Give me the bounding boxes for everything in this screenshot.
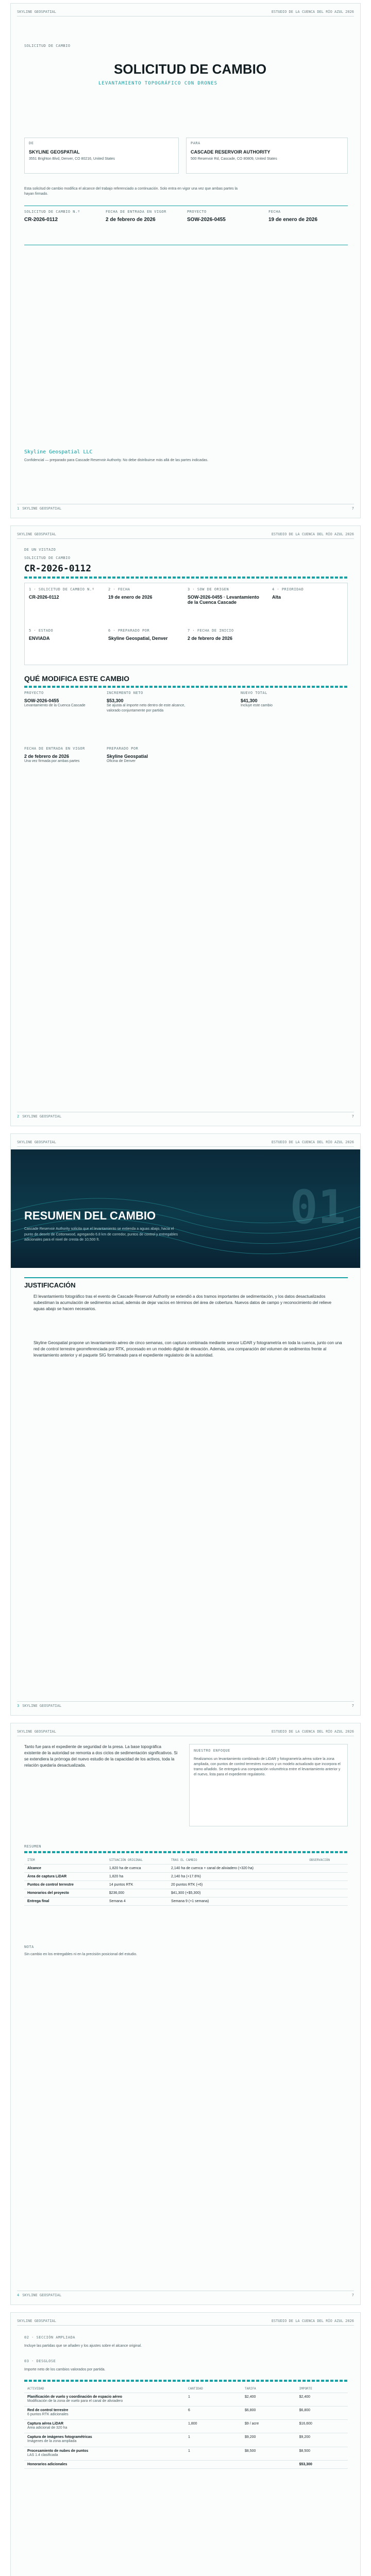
meta-cell: FECHA DE ENTRADA EN VIGOR 2 de febrero de 2026	[106, 210, 166, 223]
page-header: SKYLINE GEOSPATIAL ESTUDIO DE LA CUENCA DEL RÍO AZUL 2026	[17, 1139, 354, 1147]
fact-cell: NUEVO TOTAL $41,300 Incluye este cambio	[241, 691, 273, 707]
page-footer: 2 SKYLINE GEOSPATIAL 7	[17, 1112, 354, 1120]
table-row: Puntos de control terrestre 14 puntos RTK 20 puntos RTK (+6)	[24, 1881, 348, 1889]
table-row: Planificación de vuelo y coordinación de espacio aéreo Modificación de la zona de vuelo para el canal de aliviadero 1 $2,400 $2,400	[24, 2393, 348, 2406]
section-heading: QUÉ MODIFICA ESTE CAMBIO	[24, 674, 130, 683]
glance-cell: 5 · ESTADO ENVIADA	[29, 629, 54, 641]
page-4	[10, 1723, 361, 2305]
facts-grid	[24, 691, 348, 794]
table-title: RESUMEN	[24, 1844, 42, 1849]
page-3	[10, 1133, 361, 1716]
table-row: Procesamiento de nubes de puntos LAS 1.4 clasificada 1 $8,500 $8,500	[24, 2447, 348, 2460]
page-footer: 4 SKYLINE GEOSPATIAL 7	[17, 2291, 354, 2298]
table-row: Honorarios del proyecto $236,000 $41,300 (+$5,300)	[24, 1889, 348, 1897]
fact-cell: INCREMENTO NETO $53,300 Se ajusta al importe neto dentro de este alcance, valorado conjuntamente por partida	[107, 691, 185, 713]
table-row: Captura aérea LiDAR Área adicional de 320 ha 1,800 $9 / acre $16,600	[24, 2420, 348, 2433]
intro-text: Esta solicitud de cambio modifica el alcance del trabajo referenciado a continuación. Solo entra en vigor una vez que ambas partes la hayan firmado.	[24, 187, 238, 196]
table-row: Captura de imágenes fotogramétricas Imágenes de la zona ampliada 1 $9,200 $9,200	[24, 2433, 348, 2447]
glance-cell: 2 · FECHA 19 de enero de 2026	[108, 587, 153, 600]
signature-name: Skyline Geospatial LLC	[24, 449, 93, 455]
hero-banner	[11, 1149, 361, 1268]
glance-cell: 1 · SOLICITUD DE CAMBIO N.º CR-2026-0112	[29, 587, 95, 600]
section-text: Incluye las partidas que se añaden y los ajustes sobre el alcance original.	[24, 2344, 142, 2348]
glance-cell: 6 · PREPARADO POR Skyline Geospatial, Denver	[108, 629, 168, 641]
fact-cell: PREPARADO POR Skyline Geospatial Oficina de Denver	[107, 747, 148, 763]
to-party: PARA CASCADE RESERVOIR AUTHORITY 500 Reservoir Rd, Cascade, CO 80809, United States	[186, 138, 348, 174]
justification-heading: JUSTIFICACIÓN	[24, 1281, 76, 1289]
note-label: NOTA	[24, 1945, 34, 1949]
document-title: SOLICITUD DE CAMBIO	[114, 61, 267, 77]
to-address: 500 Reservoir Rd, Cascade, CO 80809, United States	[191, 157, 277, 161]
section-lead: Cascade Reservoir Authority solicita que el levantamiento se extienda a aguas abajo, hacia el punto de desvío de Cottonwood, agregando 6.8 km de corredor, puntos de control y entregables adicionales para el nivel de cresta de 10,500 ft.	[24, 1227, 178, 1242]
from-address: 3551 Brighton Blvd, Denver, CO 80216, United States	[29, 157, 115, 161]
table-row: Entrega final Semana 4 Semana 9 (+1 semana)	[24, 1897, 348, 1906]
kicker: SOLICITUD DE CAMBIO	[24, 44, 71, 48]
meta-cell: PROYECTO SOW-2026-0455	[187, 210, 226, 223]
page-1	[10, 3, 361, 518]
kicker: DE UN VISTAZO	[24, 548, 56, 552]
page-footer: 3 SKYLINE GEOSPATIAL 7	[17, 1701, 354, 1709]
from-party: DE SKYLINE GEOSPATIAL 3551 Brighton Blvd, Denver, CO 80216, United States	[24, 138, 179, 174]
meta-row	[24, 210, 348, 241]
table-row: Alcance 1,820 ha de cuenca 2,140 ha de cuenca + canal de aliviadero (+320 ha)	[24, 1865, 348, 1873]
meta-cell: SOLICITUD DE CAMBIO N.º CR-2026-0112	[24, 210, 80, 223]
from-name: SKYLINE GEOSPATIAL	[29, 149, 80, 155]
table-row: Área de captura LiDAR 1,820 ha 2,140 ha (+17.6%)	[24, 1873, 348, 1881]
page-5: SKYLINE GEOSPATIAL ESTUDIO DE LA CUENCA DEL RÍO AZUL 2026 02 · SECCIÓN AMPLIADA Incluye las partidas que se añaden y los ajustes sobre el alcance original. 03 · DESGLOSE Importe neto de los cambios valorados por partida. ACTIVIDAD CANTIDAD TARIFA IMPORTE Planificación de vuelo y coordinación de espacio aéreo Modificación de la zona de vuelo para el canal de aliviadero 1 $2,400 $2,400 Red de control terrestre 6 puntos RTK adicionales 6 $6,800 $6,800 Captura aérea LiDAR Área adicional de 320 ha 1,800 $9 / acre $16,600 Captura de imágenes fotogramétricas Imágenes de la zona ampliada 1 $9,200 $9,200 Procesamiento de nubes de puntos LAS 1.4 clasificada 1 $8,500 $8,500 Honorarios adicionales $53,300	[10, 2312, 361, 2576]
table-row: Red de control terrestre 6 puntos RTK adicionales 6 $6,800 $6,800	[24, 2406, 348, 2420]
fact-cell: PROYECTO SOW-2026-0455 Levantamiento de la Cuenca Cascade	[24, 691, 86, 707]
section-text: Importe neto de los cambios valorados por partida.	[24, 2368, 106, 2371]
meta-cell: FECHA 19 de enero de 2026	[268, 210, 318, 223]
table-row: Honorarios adicionales $53,300	[24, 2460, 348, 2468]
note-text: Sin cambio en los entregables ni en la precisión posicional del estudio.	[24, 1953, 138, 1956]
breakdown-table: ACTIVIDAD CANTIDAD TARIFA IMPORTE Planificación de vuelo y coordinación de espacio aéreo Modificación de la zona de vuelo para el canal de aliviadero 1 $2,400 $2,400 Red de control terrestre 6 puntos RTK adicionales 6 $6,800 $6,800 Captura aérea LiDAR Área adicional de 320 ha 1,800 $9 / acre $16,600 Captura de imágenes fotogramétricas Imágenes de la zona ampliada 1 $9,200 $9,200 Procesamiento de nubes de puntos LAS 1.4 clasificada 1 $8,500 $8,500 Honorarios adicionales $53,300	[24, 2385, 348, 2469]
page-header: SKYLINE GEOSPATIAL ESTUDIO DE LA CUENCA DEL RÍO AZUL 2026	[17, 2318, 354, 2326]
glance-cell: 4 · PRIORIDAD Alta	[272, 587, 304, 600]
page-header: SKYLINE GEOSPATIAL ESTUDIO DE LA CUENCA DEL RÍO AZUL 2026	[17, 531, 354, 539]
to-name: CASCADE RESERVOIR AUTHORITY	[191, 149, 271, 155]
page-header: SKYLINE GEOSPATIAL ESTUDIO DE LA CUENCA DEL RÍO AZUL 2026	[17, 1728, 354, 1736]
document-subtitle: LEVANTAMIENTO TOPOGRÁFICO CON DRONES	[98, 81, 218, 86]
section-number: 01	[290, 1180, 346, 1234]
at-a-glance-grid	[24, 583, 348, 665]
fact-cell: FECHA DE ENTRADA EN VIGOR 2 de febrero de 2026 Una vez firmada por ambas partes	[24, 747, 85, 763]
glance-cell: 7 · FECHA DE INICIO 2 de febrero de 2026	[188, 629, 234, 641]
section-title: RESUMEN DEL CAMBIO	[24, 1209, 156, 1222]
glance-cell: 3 · SOW DE ORIGEN SOW-2026-0455 · Levantamiento de la Cuenca Cascade	[188, 587, 259, 605]
page-header: SKYLINE GEOSPATIAL ESTUDIO DE LA CUENCA DEL RÍO AZUL 2026	[17, 9, 354, 16]
approach-panel: NUESTRO ENFOQUE Realizamos un levantamiento combinado de LiDAR y fotogrametría aérea sobre la zona ampliada, con puntos de control terrestres nuevos y un modelo actualizado que incorpora el tramo añadido. Se entregará una comparación volumétrica entre el levantamiento anterior y el nuevo, lista para el expediente regulatorio.	[189, 1744, 348, 1826]
summary-table: ITEM SITUACIÓN ORIGINAL TRAS EL CAMBIO OBSERVACIÓN Alcance 1,820 ha de cuenca 2,140 ha de cuenca + canal de aliviadero (+320 ha) Área de captura LiDAR 1,820 ha 2,140 ha (+17.6%) Puntos de control terrestre 14 puntos RTK 20 puntos RTK (+6) Honorarios del proyecto $236,000 $41,300 (+$5,300) Entrega final Semana 4 Semana 9 (+1 semana)	[24, 1856, 348, 1906]
page-footer: 1 SKYLINE GEOSPATIAL 7	[17, 504, 354, 512]
confidentiality-note: Confidencial — preparado para Cascade Reservoir Authority. No debe distribuirse más allá de las partes indicadas.	[24, 459, 209, 462]
doc-label: SOLICITUD DE CAMBIO	[24, 556, 71, 560]
page-2	[10, 526, 361, 1126]
justification-p1: El levantamiento fotográfico tras el evento de Cascade Reservoir Authority se extendió a dos tramos importantes de sedimentación, y los datos desactualizados subestiman la acumulación de sedimentos actual, además de dejar vacíos en términos del área de cobertura. Nuevos datos de campo y reconocimiento del relieve aguas abajo se hacen necesarios.	[33, 1294, 332, 1311]
doc-id: CR-2026-0112	[24, 563, 92, 574]
justification-p2: Skyline Geospatial propone un levantamiento aéreo de cinco semanas, con captura combinada mediante sensor LiDAR y fotogrametría en toda la cuenca, junto con una red de control terrestre georreferenciada por RTK, procesado en un modelo digital de elevación. Además, una comparación del volumen de sedimentos frente al levantamiento anterior y el paquete SIG formateado para el expediente regulatorio de la autoridad.	[33, 1341, 342, 1358]
rationale-text: Tanto fue para el expediente de seguridad de la presa. La base topográfica existente de la autoridad se remonta a dos ciclos de sedimentación significativos. Si se extendiera la prórroga del nuevo estudio de la capacidad de los activos, toda la relación quedaría desactualizada.	[24, 1744, 178, 1768]
